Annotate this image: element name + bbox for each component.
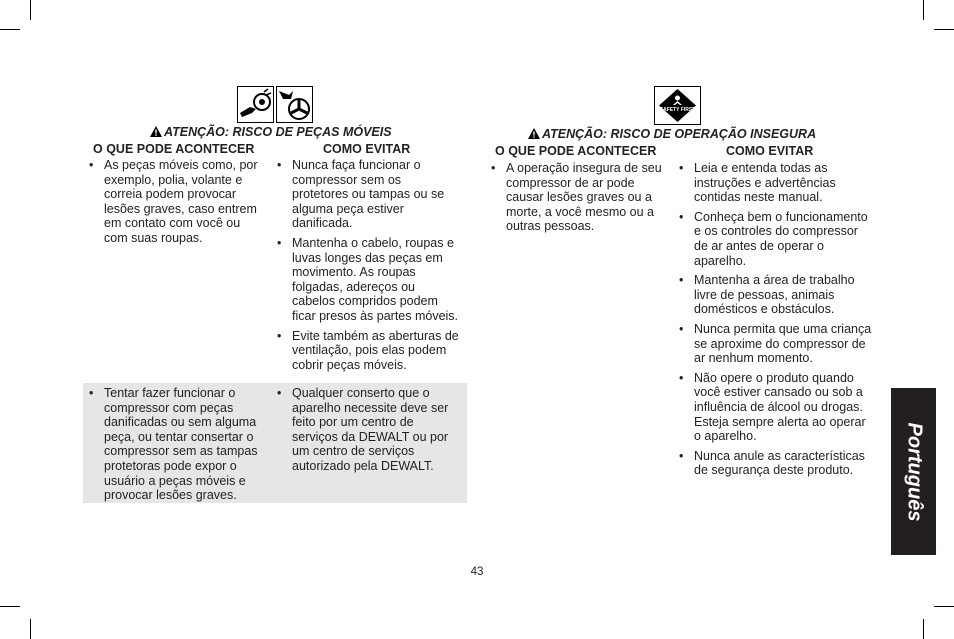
left-row2-left-list: [89, 386, 269, 508]
list-item: • Não opere o produto quando você estiver cansado ou sob a influência de álcool ou drogas. Esteja sempre alerta ao operar o aparelho.: [679, 371, 875, 444]
crop-mark: [30, 619, 31, 639]
right-warning-title: ATENÇÃO: RISCO DE OPERAÇÃO INSEGURA: [528, 127, 816, 141]
crop-mark: [923, 619, 924, 639]
list-item: • Qualquer conserto que o aparelho necessite deve ser feito por um centro de serviços da DEWALT ou por um centro de serviços autorizado pela DEWALT.: [277, 386, 452, 474]
left-row1-left-list: [89, 158, 267, 251]
warning-triangle-icon: [528, 128, 540, 139]
crop-mark: [0, 606, 20, 607]
crop-mark: [934, 29, 954, 30]
list-item: • Nunca permita que uma criança se aproxime do compressor de ar nenhum momento.: [679, 322, 875, 366]
right-left-list: [491, 161, 673, 239]
list-item: • Nunca anule as características de segurança deste produto.: [679, 449, 875, 478]
list-item: • A operação insegura de seu compressor de ar pode causar lesões graves ou a morte, a você mesmo ou a outras pessoas.: [491, 161, 673, 234]
list-item: • As peças móveis como, por exemplo, polia, volante e correia podem provocar lesões graves, caso entrem em contato com você ou com suas roupas.: [89, 158, 267, 246]
left-warning-title: ATENÇÃO: RISCO DE PEÇAS MÓVEIS: [150, 125, 392, 139]
list-item: • Leia e entenda todas as instruções e advertências contidas neste manual.: [679, 161, 875, 205]
fan-blade-icon: [276, 86, 313, 123]
list-item: • Conheça bem o funcionamento e os controles do compressor de ar antes de operar o aparelho.: [679, 210, 875, 268]
list-item: • Nunca faça funcionar o compressor sem os protetores ou tampas ou se alguma peça estiver danificada.: [277, 158, 459, 231]
crop-mark: [30, 0, 31, 20]
list-item: • Mantenha o cabelo, roupas e luvas longes das peças em movimento. As roupas folgadas, adereços ou cabelos compridos podem ficar presos às partes móveis.: [277, 236, 459, 324]
language-tab-label: Português: [903, 422, 925, 521]
right-col1-header: O QUE PODE ACONTECER: [495, 144, 657, 158]
list-item: • Evite também as aberturas de ventilação, pois elas podem cobrir peças móveis.: [277, 329, 459, 373]
right-col2-header: COMO EVITAR: [726, 144, 814, 158]
safety-first-icon: [654, 86, 701, 125]
page-number: 43: [470, 566, 484, 578]
hand-entanglement-icon: [237, 86, 274, 123]
left-col2-header: COMO EVITAR: [323, 142, 411, 156]
crop-mark: [923, 0, 924, 20]
left-row2-right-list: [277, 386, 452, 479]
warning-triangle-icon: [150, 126, 162, 137]
language-tab: [891, 388, 936, 555]
left-col1-header: O QUE PODE ACONTECER: [93, 142, 255, 156]
list-item: • Mantenha a área de trabalho livre de pessoas, animais domésticos e obstáculos.: [679, 273, 875, 317]
crop-mark: [934, 606, 954, 607]
right-right-list: [679, 161, 875, 483]
list-item: • Tentar fazer funcionar o compressor com peças danificadas ou sem alguma peça, ou tentar consertar o compressor sem as tampas protetoras pode expor o usuário a peças móveis e provocar lesões graves.: [89, 386, 269, 503]
svg-text:SAFETY FIRST: SAFETY FIRST: [659, 107, 696, 113]
crop-mark: [0, 29, 20, 30]
left-row1-right-list: [277, 158, 459, 377]
